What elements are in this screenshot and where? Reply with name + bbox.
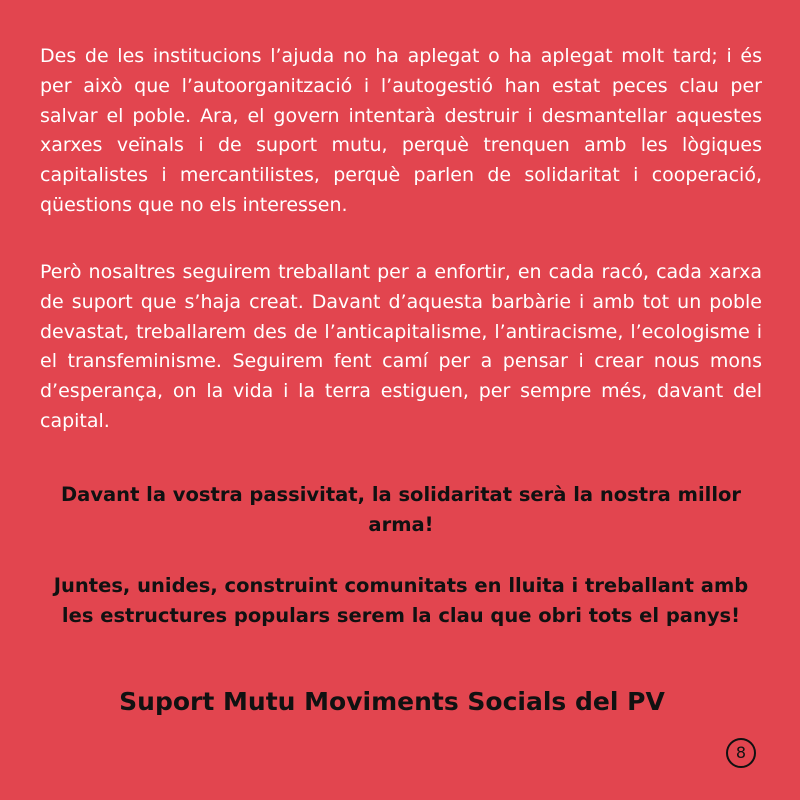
paragraph-institutions: Des de les institucions l’ajuda no ha aplegat o ha aplegat molt tard; i és per això que l’autoorganització i l’autogestió han estat peces clau per salvar el poble. Ara, el govern intentarà destruir i desmantellar aquestes xarxes veïnals i de suport mutu, perquè trenquen amb les lògiques capitalistes i mercantilistes, perquè parlen de solidaritat i cooperació, qüestions que no els interessen.	[40, 45, 762, 216]
signature: Suport Mutu Moviments Socials del PV	[119, 687, 665, 716]
paragraph-support-networks: Però nosaltres seguirem treballant per a enfortir, en cada racó, cada xarxa de suport que s’haja creat. Davant d’aquesta barbàrie i amb tot un poble devastat, treballarem des de l’anticapitalisme, l’antiracisme, l’ecologisme i el transfeminisme. Seguirem fent camí per a pensar i crear nous mons d’esperança, on la vida i la terra estiguen, per sempre més, davant del capital.	[40, 261, 762, 432]
slogan-together: Juntes, unides, construint comunitats en lluita i treballant amb les estructures populars serem la clau que obri tots el panys!	[53, 574, 749, 627]
slogan-solidarity: Davant la vostra passivitat, la solidaritat serà la nostra millor arma!	[60, 483, 742, 536]
page-number-badge: 8	[726, 738, 756, 768]
